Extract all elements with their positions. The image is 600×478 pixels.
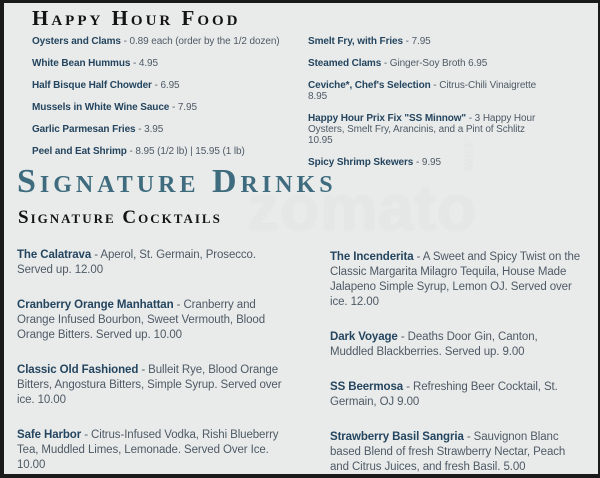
menu-item: [32, 80, 300, 91]
food-column-left: [32, 36, 300, 168]
menu-item: [308, 80, 551, 102]
menu-item: [308, 36, 551, 47]
cocktails-subsection-title: Signature Cocktails: [18, 207, 222, 228]
menu-item: [32, 58, 300, 69]
cocktails-column-right: [330, 250, 584, 478]
item-name: Mussels in White Wine Sauce: [32, 102, 170, 113]
item-description: - 3 Happy Hour Oysters, Smelt Fry, Arancinis, and a Pint of Schlitz 10.95: [308, 113, 536, 146]
menu-item: [32, 36, 300, 47]
watermark-text: zomato: [247, 172, 477, 244]
menu-item: [17, 363, 293, 408]
item-description: - 0.89 each (order by the 1/2 dozen): [123, 36, 280, 47]
drinks-section-title: Signature Drinks: [17, 163, 337, 200]
menu-item: [330, 430, 584, 475]
item-name: The Incenderita: [330, 251, 414, 263]
item-name: Ceviche*, Chef's Selection: [308, 80, 431, 91]
menu-item: [308, 58, 551, 69]
item-description: - 9.95: [415, 157, 441, 168]
item-name: Classic Old Fashioned: [17, 364, 139, 376]
item-name: Happy Hour Prix Fix "SS Minnow": [308, 113, 467, 124]
menu-item: [330, 330, 584, 360]
item-name: Dark Voyage: [330, 331, 398, 343]
item-name: Cranberry Orange Manhattan: [17, 299, 174, 311]
item-description: - Refreshing Beer Cocktail, St. Germain, OJ 9.00: [330, 381, 558, 408]
item-description: - 6.95: [154, 80, 180, 91]
item-description: - 7.95: [405, 36, 431, 47]
menu-item: [308, 157, 551, 168]
item-name: Garlic Parmesan Fries: [32, 124, 136, 135]
menu-item: [32, 146, 300, 157]
item-description: - 3.95: [138, 124, 164, 135]
item-description: - 7.95: [171, 102, 197, 113]
item-description: - Sauvignon Blanc based Blend of fresh Strawberry Nectar, Peach and Citrus Juices, and fresh Basil. 5.00: [330, 431, 566, 473]
item-description: - A Sweet and Spicy Twist on the Classic Margarita Milagro Tequila, House Made Jalapeno Simple Syrup, Lemon OJ. Served over ice. 12.00: [330, 251, 581, 308]
item-description: - Citrus-Infused Vodka, Rishi Blueberry Tea, Muddled Limes, Lemonade. Served Over Ice. 10.00: [17, 429, 279, 471]
item-name: Smelt Fry, with Fries: [308, 36, 403, 47]
food-section-title: Happy Hour Food: [32, 6, 241, 30]
item-name: Spicy Shrimp Skewers: [308, 157, 414, 168]
menu-item: [308, 113, 551, 146]
item-description: - Aperol, St. Germain, Prosecco. Served up. 12.00: [17, 249, 256, 276]
item-name: The Calatrava: [17, 249, 92, 261]
menu-item: [17, 298, 293, 343]
item-description: - 8.95 (1/2 lb) | 15.95 (1 lb): [129, 146, 245, 157]
item-name: Oysters and Clams: [32, 36, 121, 47]
menu-item: [32, 102, 300, 113]
item-name: White Bean Hummus: [32, 58, 131, 69]
item-description: - Bulleit Rye, Blood Orange Bitters, Angostura Bitters, Simple Syrup. Served over ice. 10.00: [17, 364, 282, 406]
item-description: - Deaths Door Gin, Canton, Muddled Blackberries. Served up. 9.00: [330, 331, 538, 358]
item-name: Steamed Clams: [308, 58, 382, 69]
item-name: Half Bisque Half Chowder: [32, 80, 152, 91]
menu-item: [32, 124, 300, 135]
cocktails-column-left: [17, 248, 293, 478]
item-name: Safe Harbor: [17, 429, 82, 441]
menu-item: [17, 248, 293, 278]
menu-item: [330, 250, 584, 310]
item-name: Peel and Eat Shrimp: [32, 146, 127, 157]
menu-item: [17, 428, 293, 473]
watermark-suffix: .com: [462, 137, 477, 172]
food-column-right: [308, 36, 551, 179]
item-description: - 4.95: [133, 58, 158, 69]
item-description: - Citrus-Chili Vinaigrette 8.95: [308, 80, 537, 102]
item-description: - Ginger-Soy Broth 6.95: [383, 58, 488, 69]
item-description: - Cranberry and Orange Infused Bourbon, Sweet Vermouth, Blood Orange Bitters. Served up. 10.00: [17, 299, 266, 341]
item-name: Strawberry Basil Sangria: [330, 431, 464, 443]
menu-item: [330, 380, 584, 410]
item-name: SS Beermosa: [330, 381, 404, 393]
